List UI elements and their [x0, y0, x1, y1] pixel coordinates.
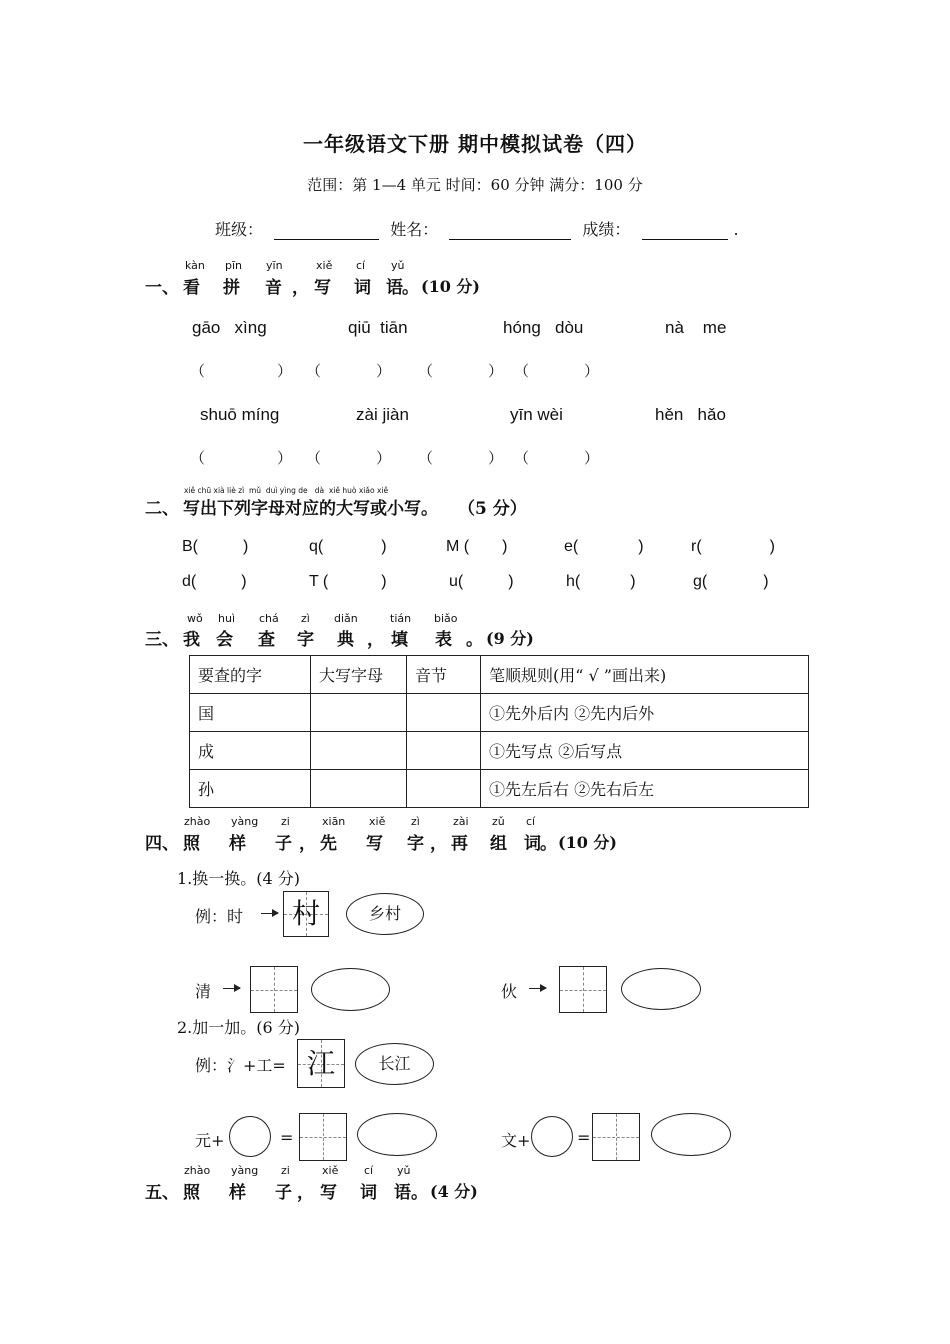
pinyin-zhao: zhào	[184, 815, 211, 828]
heading-char: 典	[337, 630, 354, 650]
write-word-oval[interactable]	[621, 968, 701, 1010]
section-number: 一、	[145, 278, 179, 298]
class-blank[interactable]	[274, 221, 379, 240]
letter-item[interactable]: B( )	[182, 538, 249, 555]
pinyin-xie: xiě	[322, 1164, 339, 1177]
heading-char: 先	[320, 834, 337, 854]
pinyin-yang: yàng	[231, 1164, 259, 1177]
score-blank[interactable]	[642, 221, 728, 240]
pinyin-word: hóng dòu	[503, 318, 584, 337]
pinyin-wo: wǒ	[187, 612, 203, 625]
table-row	[190, 770, 809, 808]
part-title: 1.换一换。(4 分)	[177, 869, 301, 888]
radical-circle[interactable]	[531, 1116, 573, 1157]
pinyin-xian: xiān	[322, 815, 346, 828]
answer-blank[interactable]: （ ）	[418, 449, 504, 467]
answer-blank[interactable]: （ ）	[306, 362, 392, 380]
pinyin-word: hěn hǎo	[655, 405, 726, 424]
table-header: 大写字母	[311, 656, 407, 694]
part-title: 2.加一加。(6 分)	[177, 1018, 301, 1037]
letter-item[interactable]: g( )	[693, 573, 769, 590]
heading-char: 查	[258, 630, 275, 650]
heading-char: 词	[524, 834, 541, 854]
item-char: 元+	[195, 1131, 225, 1150]
example-word-oval: 长江	[355, 1043, 434, 1085]
heading-char: 音	[265, 278, 282, 298]
section-score: (4 分)	[430, 1182, 478, 1201]
name-blank[interactable]	[449, 221, 571, 240]
heading-char: 表	[435, 630, 452, 650]
pinyin-zai: zài	[453, 815, 469, 828]
heading-char: 词	[354, 278, 371, 298]
heading-char: 样	[229, 1183, 246, 1203]
pinyin-zi: zì	[301, 612, 310, 625]
example-char-box	[297, 1039, 345, 1088]
letter-item[interactable]: e( )	[564, 538, 644, 555]
answer-blank[interactable]: （ ）	[190, 362, 293, 380]
write-char-box[interactable]	[592, 1113, 640, 1161]
equals-sign: =	[577, 1128, 591, 1147]
section-score: (9 分)	[486, 629, 534, 648]
heading-char: 写	[320, 1183, 337, 1203]
letter-item[interactable]: M ( )	[446, 538, 508, 555]
arrow-icon	[529, 988, 546, 989]
stroke-rule-cell[interactable]: ①先外后内 ②先内后外	[481, 694, 809, 732]
pinyin-zi: zi	[281, 815, 290, 828]
score-label: 成绩：	[582, 220, 631, 239]
stroke-rule-cell[interactable]: ①先左后右 ②先右后左	[481, 770, 809, 808]
pinyin-hui: huì	[218, 612, 235, 625]
answer-cell[interactable]	[407, 694, 481, 732]
section-score: （5 分）	[458, 499, 527, 519]
section-score: (10 分)	[421, 277, 480, 296]
pinyin-word: nà me	[665, 318, 727, 337]
heading-char: 写	[314, 278, 331, 298]
write-char-box[interactable]	[559, 966, 607, 1013]
heading-char: ，	[430, 834, 447, 854]
write-word-oval[interactable]	[311, 968, 390, 1011]
write-word-oval[interactable]	[357, 1113, 437, 1156]
section-heading: 写出下列字母对应的大写或小写。	[183, 499, 438, 519]
answer-cell[interactable]	[311, 694, 407, 732]
table-header: 笔顺规则(用“ √ ”画出来)	[481, 656, 809, 694]
item-char: 伙	[501, 982, 518, 1001]
answer-cell[interactable]	[311, 770, 407, 808]
pinyin-yu: yǔ	[391, 259, 405, 272]
heading-char: ，	[367, 630, 384, 650]
answer-blank[interactable]: （ ）	[190, 449, 293, 467]
page-title: 一年级语文下册 期中模拟试卷（四）	[303, 132, 647, 156]
heading-char: 拼	[223, 278, 240, 298]
answer-blank[interactable]: （ ）	[514, 449, 600, 467]
pinyin-ci: cí	[356, 259, 366, 272]
pinyin-ci: cí	[526, 815, 536, 828]
example-char: 村	[291, 897, 320, 930]
write-word-oval[interactable]	[651, 1113, 731, 1156]
heading-char: 照	[183, 1183, 200, 1203]
answer-blank[interactable]: （ ）	[418, 362, 504, 380]
heading-char: 字	[407, 834, 424, 854]
pinyin-xie: xiě	[316, 259, 333, 272]
pinyin-word: shuō míng	[200, 405, 280, 424]
pinyin-word: yīn wèi	[510, 405, 563, 424]
heading-char: 我	[183, 630, 200, 650]
item-char: 文+	[501, 1131, 531, 1150]
example-char: 江	[306, 1047, 335, 1080]
letter-item[interactable]: T ( )	[309, 573, 387, 590]
table-cell: 孙	[190, 770, 311, 808]
answer-cell[interactable]	[407, 770, 481, 808]
arrow-icon	[261, 913, 278, 914]
pinyin-yang: yàng	[231, 815, 259, 828]
pinyin-yu: yǔ	[397, 1164, 411, 1177]
heading-char: 语	[386, 278, 403, 298]
heading-char: 看	[183, 278, 200, 298]
pinyin-tian: tián	[390, 612, 412, 625]
stroke-rule-cell[interactable]: ①先写点 ②后写点	[481, 732, 809, 770]
pinyin-cha: chá	[259, 612, 279, 625]
item-char: 清	[195, 982, 212, 1001]
heading-char: 照	[183, 834, 200, 854]
heading-char: 子	[275, 1183, 292, 1203]
example-label: 例：氵+工=	[195, 1056, 286, 1075]
section-score: (10 分)	[558, 833, 617, 852]
section-pinyin: xiě chū xià liè zì mǔ duì yìng de dà xiě huò xiǎo xiě	[184, 486, 389, 495]
section-number: 五、	[145, 1183, 179, 1203]
heading-char: 。	[402, 278, 419, 298]
end-dot: .	[733, 220, 739, 239]
class-label: 班级：	[215, 220, 264, 239]
pinyin-zi: zi	[281, 1164, 290, 1177]
example-char-box	[283, 891, 329, 937]
heading-char: 再	[451, 834, 468, 854]
pinyin-kan: kàn	[185, 259, 205, 272]
heading-char: 填	[391, 630, 408, 650]
example-word-oval: 乡村	[346, 893, 424, 935]
letter-item[interactable]: u( )	[449, 573, 514, 590]
letter-item[interactable]: h( )	[566, 573, 636, 590]
pinyin-word: qiū tiān	[348, 318, 408, 337]
pinyin-zi: zì	[411, 815, 420, 828]
table-row	[190, 694, 809, 732]
pinyin-biao: biǎo	[434, 612, 458, 625]
heading-char: 。	[466, 630, 483, 650]
answer-cell[interactable]	[311, 732, 407, 770]
heading-char: 会	[216, 630, 233, 650]
student-info-row	[215, 217, 739, 240]
heading-char: 词	[360, 1183, 377, 1203]
pinyin-yin: yīn	[266, 259, 283, 272]
write-char-box[interactable]	[299, 1113, 347, 1161]
heading-char: 。	[411, 1183, 428, 1203]
exam-subtitle: 范围：第 1—4 单元 时间：60 分钟 满分：100 分	[307, 176, 643, 194]
pinyin-zu: zǔ	[492, 815, 505, 828]
pinyin-word: gāo xìng	[192, 318, 267, 337]
section-number: 四、	[145, 834, 179, 854]
name-label: 姓名：	[390, 220, 439, 239]
pinyin-dian: diǎn	[334, 612, 358, 625]
table-header: 要查的字	[190, 656, 311, 694]
arrow-icon	[223, 988, 240, 989]
example-label: 例：时	[195, 907, 244, 926]
answer-blank[interactable]: （ ）	[514, 362, 600, 380]
heading-char: 语	[394, 1183, 411, 1203]
heading-char: ，	[292, 278, 309, 298]
pinyin-xie: xiě	[369, 815, 386, 828]
letter-item[interactable]: d( )	[182, 573, 247, 590]
heading-char: 。	[540, 834, 557, 854]
table-cell: 成	[190, 732, 311, 770]
table-header-row	[190, 656, 809, 694]
pinyin-ci: cí	[364, 1164, 374, 1177]
pinyin-zhao: zhào	[184, 1164, 211, 1177]
table-row	[190, 732, 809, 770]
equals-sign: =	[280, 1128, 294, 1147]
heading-char: ，	[297, 1183, 314, 1203]
write-char-box[interactable]	[250, 966, 298, 1013]
heading-char: ，	[299, 834, 316, 854]
letter-item[interactable]: r( )	[691, 538, 775, 555]
heading-char: 子	[275, 834, 292, 854]
heading-char: 样	[229, 834, 246, 854]
answer-blank[interactable]: （ ）	[306, 449, 392, 467]
heading-char: 组	[490, 834, 507, 854]
letter-item[interactable]: q( )	[309, 538, 387, 555]
pinyin-word: zài jiàn	[356, 405, 409, 424]
section-number: 二、	[145, 499, 179, 519]
table-cell: 国	[190, 694, 311, 732]
radical-circle[interactable]	[229, 1116, 271, 1157]
dictionary-table	[189, 655, 809, 808]
pinyin-pin: pīn	[225, 259, 243, 272]
heading-char: 字	[297, 630, 314, 650]
section-number: 三、	[145, 630, 179, 650]
table-header: 音节	[407, 656, 481, 694]
heading-char: 写	[366, 834, 383, 854]
answer-cell[interactable]	[407, 732, 481, 770]
